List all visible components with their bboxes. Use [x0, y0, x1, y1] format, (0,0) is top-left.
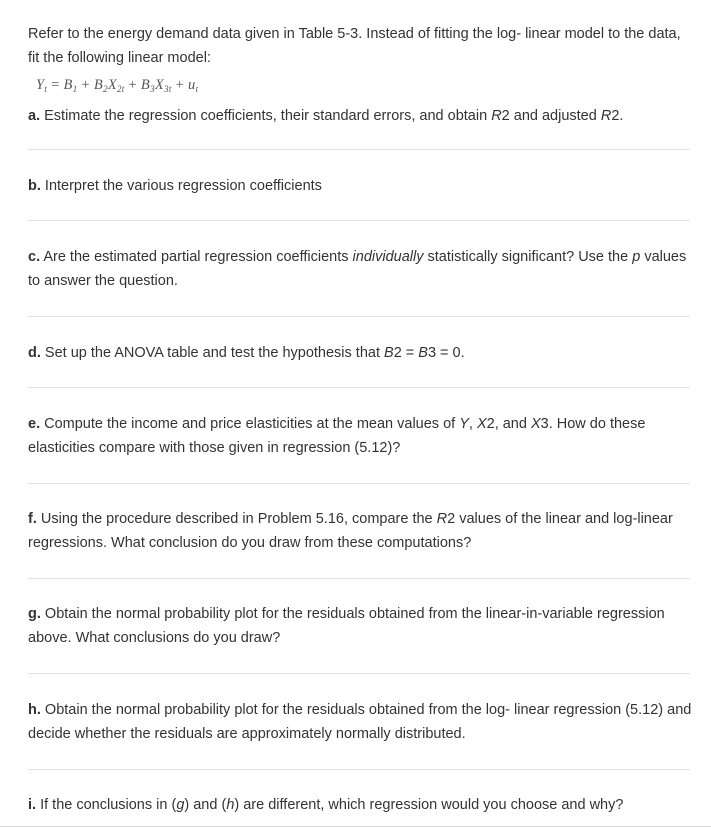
question-a — [28, 104, 693, 128]
question-e-label: e. — [28, 416, 41, 432]
question-i-label: i. — [28, 797, 37, 813]
eq-x3-sub: 3t — [164, 84, 172, 94]
question-d — [28, 341, 693, 365]
question-f-text-1: Using the procedure described in Problem 5.16, compare the — [36, 511, 437, 527]
question-e-italic-3: X — [530, 416, 541, 432]
question-g-text-1: Obtain the normal probability plot for the residuals obtained from the linear-in-variable regression above. What conclusions do you draw? — [28, 606, 665, 646]
divider — [28, 673, 690, 674]
intro-paragraph: Refer to the energy demand data given in Table 5-3. Instead of fitting the log- linear model to the data, fit the following linear model: — [28, 26, 681, 66]
divider — [28, 483, 690, 484]
question-c-label: c. — [28, 249, 41, 265]
question-i-text-1: If the conclusions in ( — [36, 797, 177, 813]
question-b-text-1: Interpret the various regression coefficients — [40, 178, 322, 194]
question-e — [28, 412, 693, 460]
question-h — [28, 698, 693, 746]
eq-x2: X — [107, 77, 117, 93]
question-f-text-2: 2 values of the linear and log-linear regressions. What conclusion do you draw from these computations? — [28, 511, 673, 551]
eq-b2-sub: 2 — [103, 84, 108, 94]
question-a-italic-1: R — [491, 108, 502, 124]
question-a-italic-2: R — [600, 108, 612, 124]
eq-b3: B — [140, 77, 151, 93]
question-e-italic-1: Y — [459, 416, 469, 432]
question-f-italic-1: R — [436, 511, 448, 527]
divider — [28, 316, 690, 317]
question-g-label: g. — [28, 606, 41, 622]
question-f-label: f. — [28, 511, 37, 527]
question-d-label: d. — [28, 345, 41, 361]
eq-b1: B — [63, 77, 73, 93]
question-i-italic-2: h — [226, 797, 235, 813]
question-b — [28, 174, 693, 198]
question-e-text-3: 2, and — [486, 416, 531, 432]
eq-u-sub: t — [195, 84, 199, 94]
question-i-text-3: ) are different, which regression would you choose and why? — [234, 797, 624, 813]
question-e-text-1: Compute the income and price elasticities at the mean values of — [40, 416, 460, 432]
question-h-text-1: Obtain the normal probability plot for the residuals obtained from the log- linear regression (5.12) and decide whether the residuals are approximately normally distributed. — [28, 702, 692, 742]
question-d-text-2: 2 = — [393, 345, 419, 361]
question-i — [28, 793, 693, 817]
eq-b2: B — [93, 77, 103, 93]
question-c-italic-2: p — [632, 249, 641, 265]
eq-x2-sub: 2t — [116, 84, 125, 94]
eq-u: u — [188, 77, 196, 93]
question-c-text-3: values to answer the question. — [28, 249, 687, 289]
divider — [28, 578, 690, 579]
question-d-text-3: 3 = 0. — [427, 345, 465, 361]
question-i-italic-1: g — [176, 797, 185, 813]
question-f — [28, 507, 693, 555]
divider — [28, 387, 690, 388]
eq-lhs-sub: t — [44, 84, 48, 94]
question-c-text-1: Are the estimated partial regression coefficients — [40, 249, 353, 265]
question-a-text-2: 2 and adjusted — [501, 108, 601, 124]
eq-plus-1: + — [77, 77, 94, 93]
divider — [28, 769, 690, 770]
eq-plus-3: + — [171, 77, 189, 93]
question-i-text-2: ) and ( — [184, 797, 227, 813]
question-c-text-2: statistically significant? Use the — [423, 249, 633, 265]
linear-model-equation — [36, 74, 689, 96]
question-h-label: h. — [28, 702, 41, 718]
question-d-text-1: Set up the ANOVA table and test the hypothesis that — [40, 345, 385, 361]
question-b-label: b. — [28, 178, 41, 194]
eq-equals: = — [47, 77, 64, 93]
question-e-text-4: 3. How do these elasticities compare with those given in regression (5.12)? — [28, 416, 646, 456]
question-e-text-2: , — [468, 416, 477, 432]
divider — [28, 149, 690, 150]
eq-plus-2: + — [124, 77, 141, 93]
question-d-italic-2: B — [418, 345, 428, 361]
eq-x3: X — [154, 77, 165, 93]
question-g — [28, 602, 693, 650]
eq-lhs: Y — [36, 77, 45, 93]
question-c — [28, 245, 693, 293]
eq-b3-sub: 3 — [150, 84, 155, 94]
divider — [28, 220, 690, 221]
question-a-text-1: Estimate the regression coefficients, their standard errors, and obtain — [40, 108, 492, 124]
question-d-italic-1: B — [384, 345, 394, 361]
question-a-label: a. — [28, 108, 41, 124]
question-a-text-3: 2. — [611, 108, 624, 124]
question-e-italic-2: X — [476, 416, 487, 432]
question-c-italic-1: individually — [352, 249, 424, 265]
eq-b1-sub: 1 — [72, 84, 78, 94]
